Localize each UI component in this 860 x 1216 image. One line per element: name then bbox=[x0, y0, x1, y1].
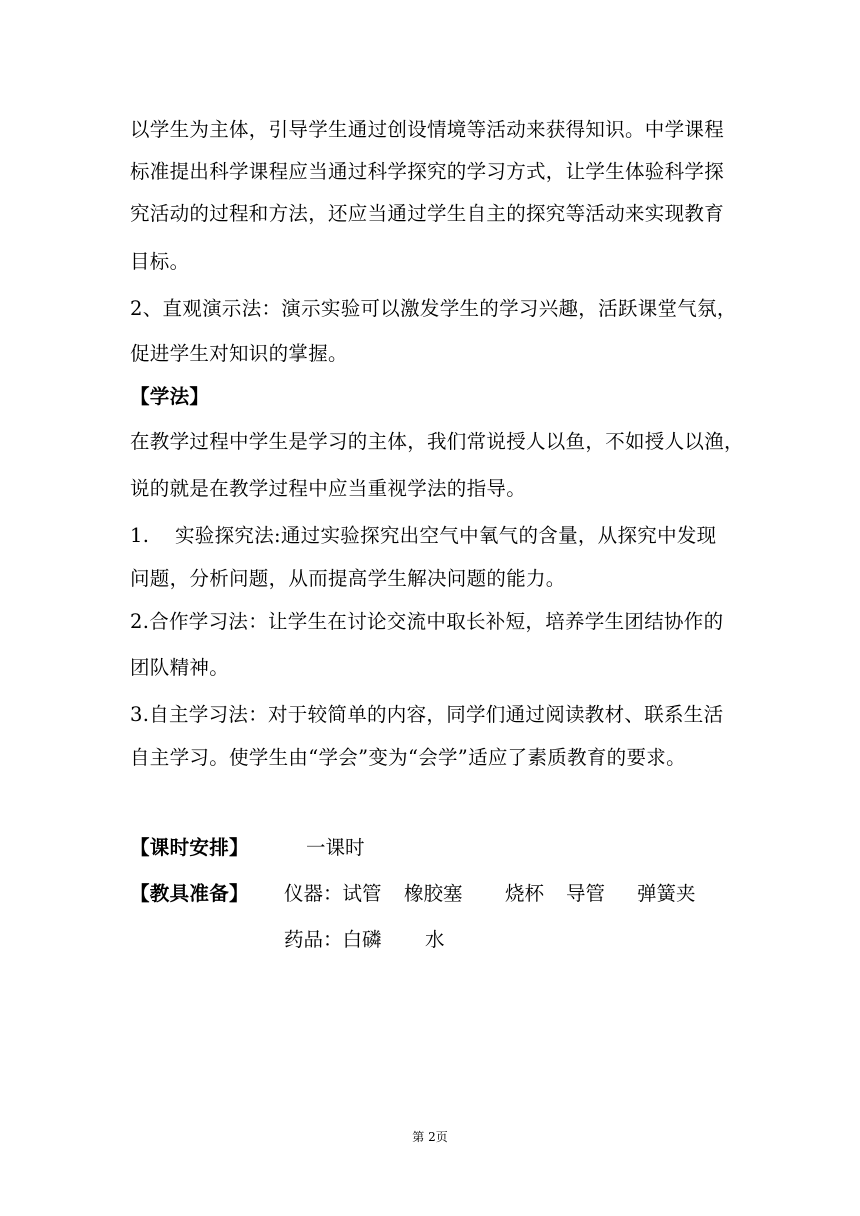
item-1-line: 问题，分析问题，从而提高学生解决问题的能力。 bbox=[130, 567, 566, 590]
page-number: 第 2页 bbox=[412, 1130, 448, 1144]
study-intro-line: 在教学过程中学生是学习的主体，我们常说授人以鱼，不如授人以渔， bbox=[130, 430, 744, 453]
method-2-line: 2、直观演示法：演示实验可以激发学生的学习兴趣，活跃课堂气氛， bbox=[130, 297, 737, 320]
reagent-item: 水 bbox=[425, 928, 445, 951]
method-2-line: 促进学生对知识的掌握。 bbox=[130, 342, 348, 365]
paragraph-line: 标准提出科学课程应当通过科学探究的学习方式，让学生体验科学探 bbox=[130, 160, 725, 183]
item-1-line: 实验探究法:通过实验探究出空气中氧气的含量，从探究中发现 bbox=[175, 524, 717, 547]
item-2-line: 团队精神。 bbox=[130, 656, 230, 679]
item-3-line: 自主学习。使学生由“学会”变为“会学”适应了素质教育的要求。 bbox=[130, 746, 686, 769]
equipment-label: 【教具准备】 bbox=[130, 882, 249, 905]
study-intro-line: 说的就是在教学过程中应当重视学法的指导。 bbox=[130, 477, 527, 500]
paragraph-line: 目标。 bbox=[130, 250, 190, 273]
item-1-number: 1. bbox=[130, 524, 150, 547]
instrument-item: 导管 bbox=[566, 882, 606, 905]
instrument-item: 橡胶塞 bbox=[404, 882, 463, 905]
schedule-label: 【课时安排】 bbox=[130, 836, 249, 859]
study-methods-heading: 【学法】 bbox=[130, 385, 210, 408]
instrument-item: 烧杯 bbox=[505, 882, 545, 905]
instruments-label: 仪器：试管 bbox=[284, 882, 382, 905]
item-3-line: 3.自主学习法：对于较简单的内容，同学们通过阅读教材、联系生活 bbox=[130, 703, 724, 726]
paragraph-line: 以学生为主体，引导学生通过创设情境等活动来获得知识。中学课程 bbox=[130, 118, 725, 141]
reagents-label: 药品：白磷 bbox=[284, 928, 382, 951]
instrument-item: 弹簧夹 bbox=[637, 882, 696, 905]
item-2-line: 2.合作学习法：让学生在讨论交流中取长补短，培养学生团结协作的 bbox=[130, 610, 724, 633]
schedule-value: 一课时 bbox=[306, 836, 365, 859]
paragraph-line: 究活动的过程和方法，还应当通过学生自主的探究等活动来实现教育 bbox=[130, 202, 725, 225]
